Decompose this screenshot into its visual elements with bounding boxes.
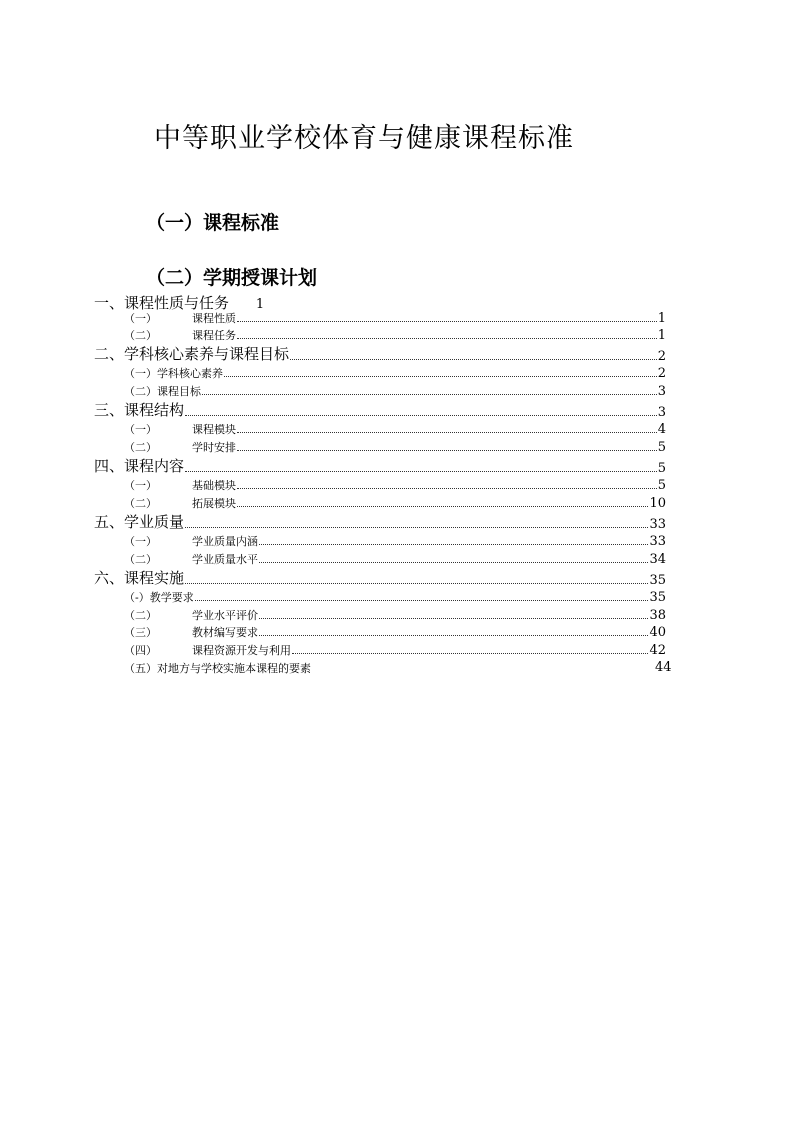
toc-leader-dots xyxy=(290,359,657,360)
toc-entry-label xyxy=(94,399,184,420)
toc-leader-dots xyxy=(259,635,648,636)
toc-entry-text: 课程目标 xyxy=(157,385,201,398)
toc-entry-page: 3 xyxy=(657,405,666,420)
heading-semester-plan: （二）学期授课计划 xyxy=(146,267,318,289)
toc-leader-dots xyxy=(259,562,648,563)
toc-leader-dots xyxy=(237,450,657,451)
toc-entry-6-5-page: 44 xyxy=(655,660,672,675)
toc-entry-label: 教材编写要求 xyxy=(192,626,258,639)
heading-course-standard: （一）课程标准 xyxy=(146,212,280,234)
toc-entry-4-1[interactable] xyxy=(124,478,666,493)
toc-entry-page: 33 xyxy=(649,517,666,532)
toc-entry-page: 5 xyxy=(657,440,666,455)
toc-entry-number: （一） xyxy=(124,535,157,548)
toc-entry-page: 40 xyxy=(649,625,666,640)
toc-entry-number: （五） xyxy=(124,662,157,675)
toc-leader-dots xyxy=(185,583,648,584)
toc-entry-6[interactable] xyxy=(94,570,666,588)
toc-leader-dots xyxy=(259,544,648,545)
toc-entry-text: 教学要求 xyxy=(149,591,194,604)
toc-leader-dots xyxy=(202,394,657,395)
toc-leader-dots xyxy=(185,415,657,416)
toc-entry-label: 学业质量内涵 xyxy=(192,535,258,548)
toc-entry-2-1[interactable] xyxy=(124,366,666,381)
toc-entry-number: （二） xyxy=(124,497,157,510)
toc-entry-label: 课程资源开发与利用 xyxy=(192,644,291,657)
toc-entry-page: 5 xyxy=(657,478,666,493)
toc-entry-number: （一） xyxy=(124,367,157,380)
toc-entry-page: 42 xyxy=(649,643,666,658)
toc-entry-page: 2 xyxy=(657,349,666,364)
toc-entry-number: （二） xyxy=(124,329,157,342)
toc-entry-2[interactable] xyxy=(94,346,666,364)
toc-entry-label: 课程性质 xyxy=(192,312,236,325)
toc-leader-dots xyxy=(224,376,657,377)
toc-entry-text: 课程实施 xyxy=(124,569,185,587)
toc-entry-label: 学业质量水平 xyxy=(192,553,258,566)
toc-entry-number: （二） xyxy=(124,385,157,398)
toc-entry-number: （一） xyxy=(124,312,157,325)
toc-entry-page: 1 xyxy=(657,328,666,343)
toc-entry-number: （四） xyxy=(124,644,157,657)
toc-entry-number: （二） xyxy=(124,609,157,622)
toc-leader-dots xyxy=(237,338,657,339)
toc-entry-number: （-） xyxy=(124,591,150,604)
toc-entry-label: 对地方与学校实施本课程的要素 xyxy=(157,662,311,675)
toc-leader-dots xyxy=(237,488,657,489)
toc-leader-dots xyxy=(185,527,648,528)
toc-entry-page: 5 xyxy=(657,461,666,476)
toc-leader-dots xyxy=(259,618,648,619)
toc-entry-label: 拓展模块 xyxy=(192,497,236,510)
toc-entry-label xyxy=(94,511,184,532)
toc-leader-dots xyxy=(237,432,657,433)
toc-entry-number: 二、 xyxy=(94,345,125,363)
toc-entry-number: （二） xyxy=(124,441,157,454)
toc-entry-number: 五、 xyxy=(94,513,125,531)
toc-entry-5-2[interactable] xyxy=(124,552,666,567)
toc-entry-text: 学科核心素养 xyxy=(157,367,223,380)
toc-entry-text: 学业质量 xyxy=(124,513,185,531)
toc-entry-label: 学业水平评价 xyxy=(192,609,258,622)
toc-entry-number: （二） xyxy=(124,553,157,566)
toc-entry-page: 1 xyxy=(255,297,265,312)
toc-entry-5-1[interactable] xyxy=(124,534,666,549)
toc-entry-label xyxy=(94,343,289,364)
toc-entry-page: 3 xyxy=(657,384,666,399)
toc-entry-3-1[interactable] xyxy=(124,422,666,437)
toc-entry-4-2[interactable] xyxy=(124,496,666,511)
toc-entry-2-2[interactable] xyxy=(124,384,666,399)
toc-entry-page: 35 xyxy=(649,590,666,605)
toc-entry-page: 4 xyxy=(657,422,666,437)
toc-entry-label xyxy=(94,455,184,476)
toc-entry-label: 课程任务 xyxy=(192,329,236,342)
toc-entry-number: 一、 xyxy=(94,294,125,312)
toc-entry-label: 课程模块 xyxy=(192,423,236,436)
toc-entry-page: 34 xyxy=(649,552,666,567)
toc-entry-page: 10 xyxy=(649,496,666,511)
toc-entry-3-2[interactable] xyxy=(124,440,666,455)
toc-leader-dots xyxy=(237,506,648,507)
toc-entry-text: 课程内容 xyxy=(124,457,185,475)
toc-entry-page: 35 xyxy=(649,573,666,588)
toc-entry-label: 课程性质与任务 xyxy=(124,294,230,312)
toc-entry-6-1[interactable] xyxy=(124,590,666,605)
toc-entry-6-3[interactable] xyxy=(124,625,666,640)
toc-entry-number: （一） xyxy=(124,423,157,436)
toc-leader-dots xyxy=(292,653,648,654)
toc-entry-label: 学时安排 xyxy=(192,441,236,454)
toc-entry-number: 六、 xyxy=(94,569,125,587)
toc-entry-label xyxy=(124,383,201,399)
toc-entry-text: 课程结构 xyxy=(124,401,185,419)
toc-entry-page: 2 xyxy=(657,366,666,381)
toc-entry-6-4[interactable] xyxy=(124,643,666,658)
toc-entry-5[interactable] xyxy=(94,514,666,532)
toc-entry-label xyxy=(124,589,194,605)
toc-entry-number: 三、 xyxy=(94,401,125,419)
document-title: 中等职业学校体育与健康课程标准 xyxy=(154,123,574,154)
toc-entry-label xyxy=(94,567,184,588)
toc-leader-dots xyxy=(185,471,657,472)
toc-entry-page: 1 xyxy=(657,311,666,326)
toc-entry-number: （一） xyxy=(124,479,157,492)
toc-entry-6-2[interactable] xyxy=(124,608,666,623)
toc-entry-1-2[interactable] xyxy=(124,328,666,343)
toc-entry-4[interactable] xyxy=(94,458,666,476)
toc-leader-dots xyxy=(237,321,657,322)
toc-entry-label: 基础模块 xyxy=(192,479,236,492)
toc-entry-3[interactable] xyxy=(94,402,666,420)
toc-entry-label xyxy=(124,365,223,381)
toc-leader-dots xyxy=(195,600,649,601)
toc-entry-page: 38 xyxy=(649,608,666,623)
toc-entry-6-5[interactable] xyxy=(124,660,311,676)
toc-entry-text: 学科核心素养与课程目标 xyxy=(124,345,290,363)
toc-entry-1-1[interactable] xyxy=(124,311,666,326)
toc-entry-number: 四、 xyxy=(94,457,125,475)
toc-entry-page: 33 xyxy=(649,534,666,549)
toc-entry-number: （三） xyxy=(124,626,157,639)
